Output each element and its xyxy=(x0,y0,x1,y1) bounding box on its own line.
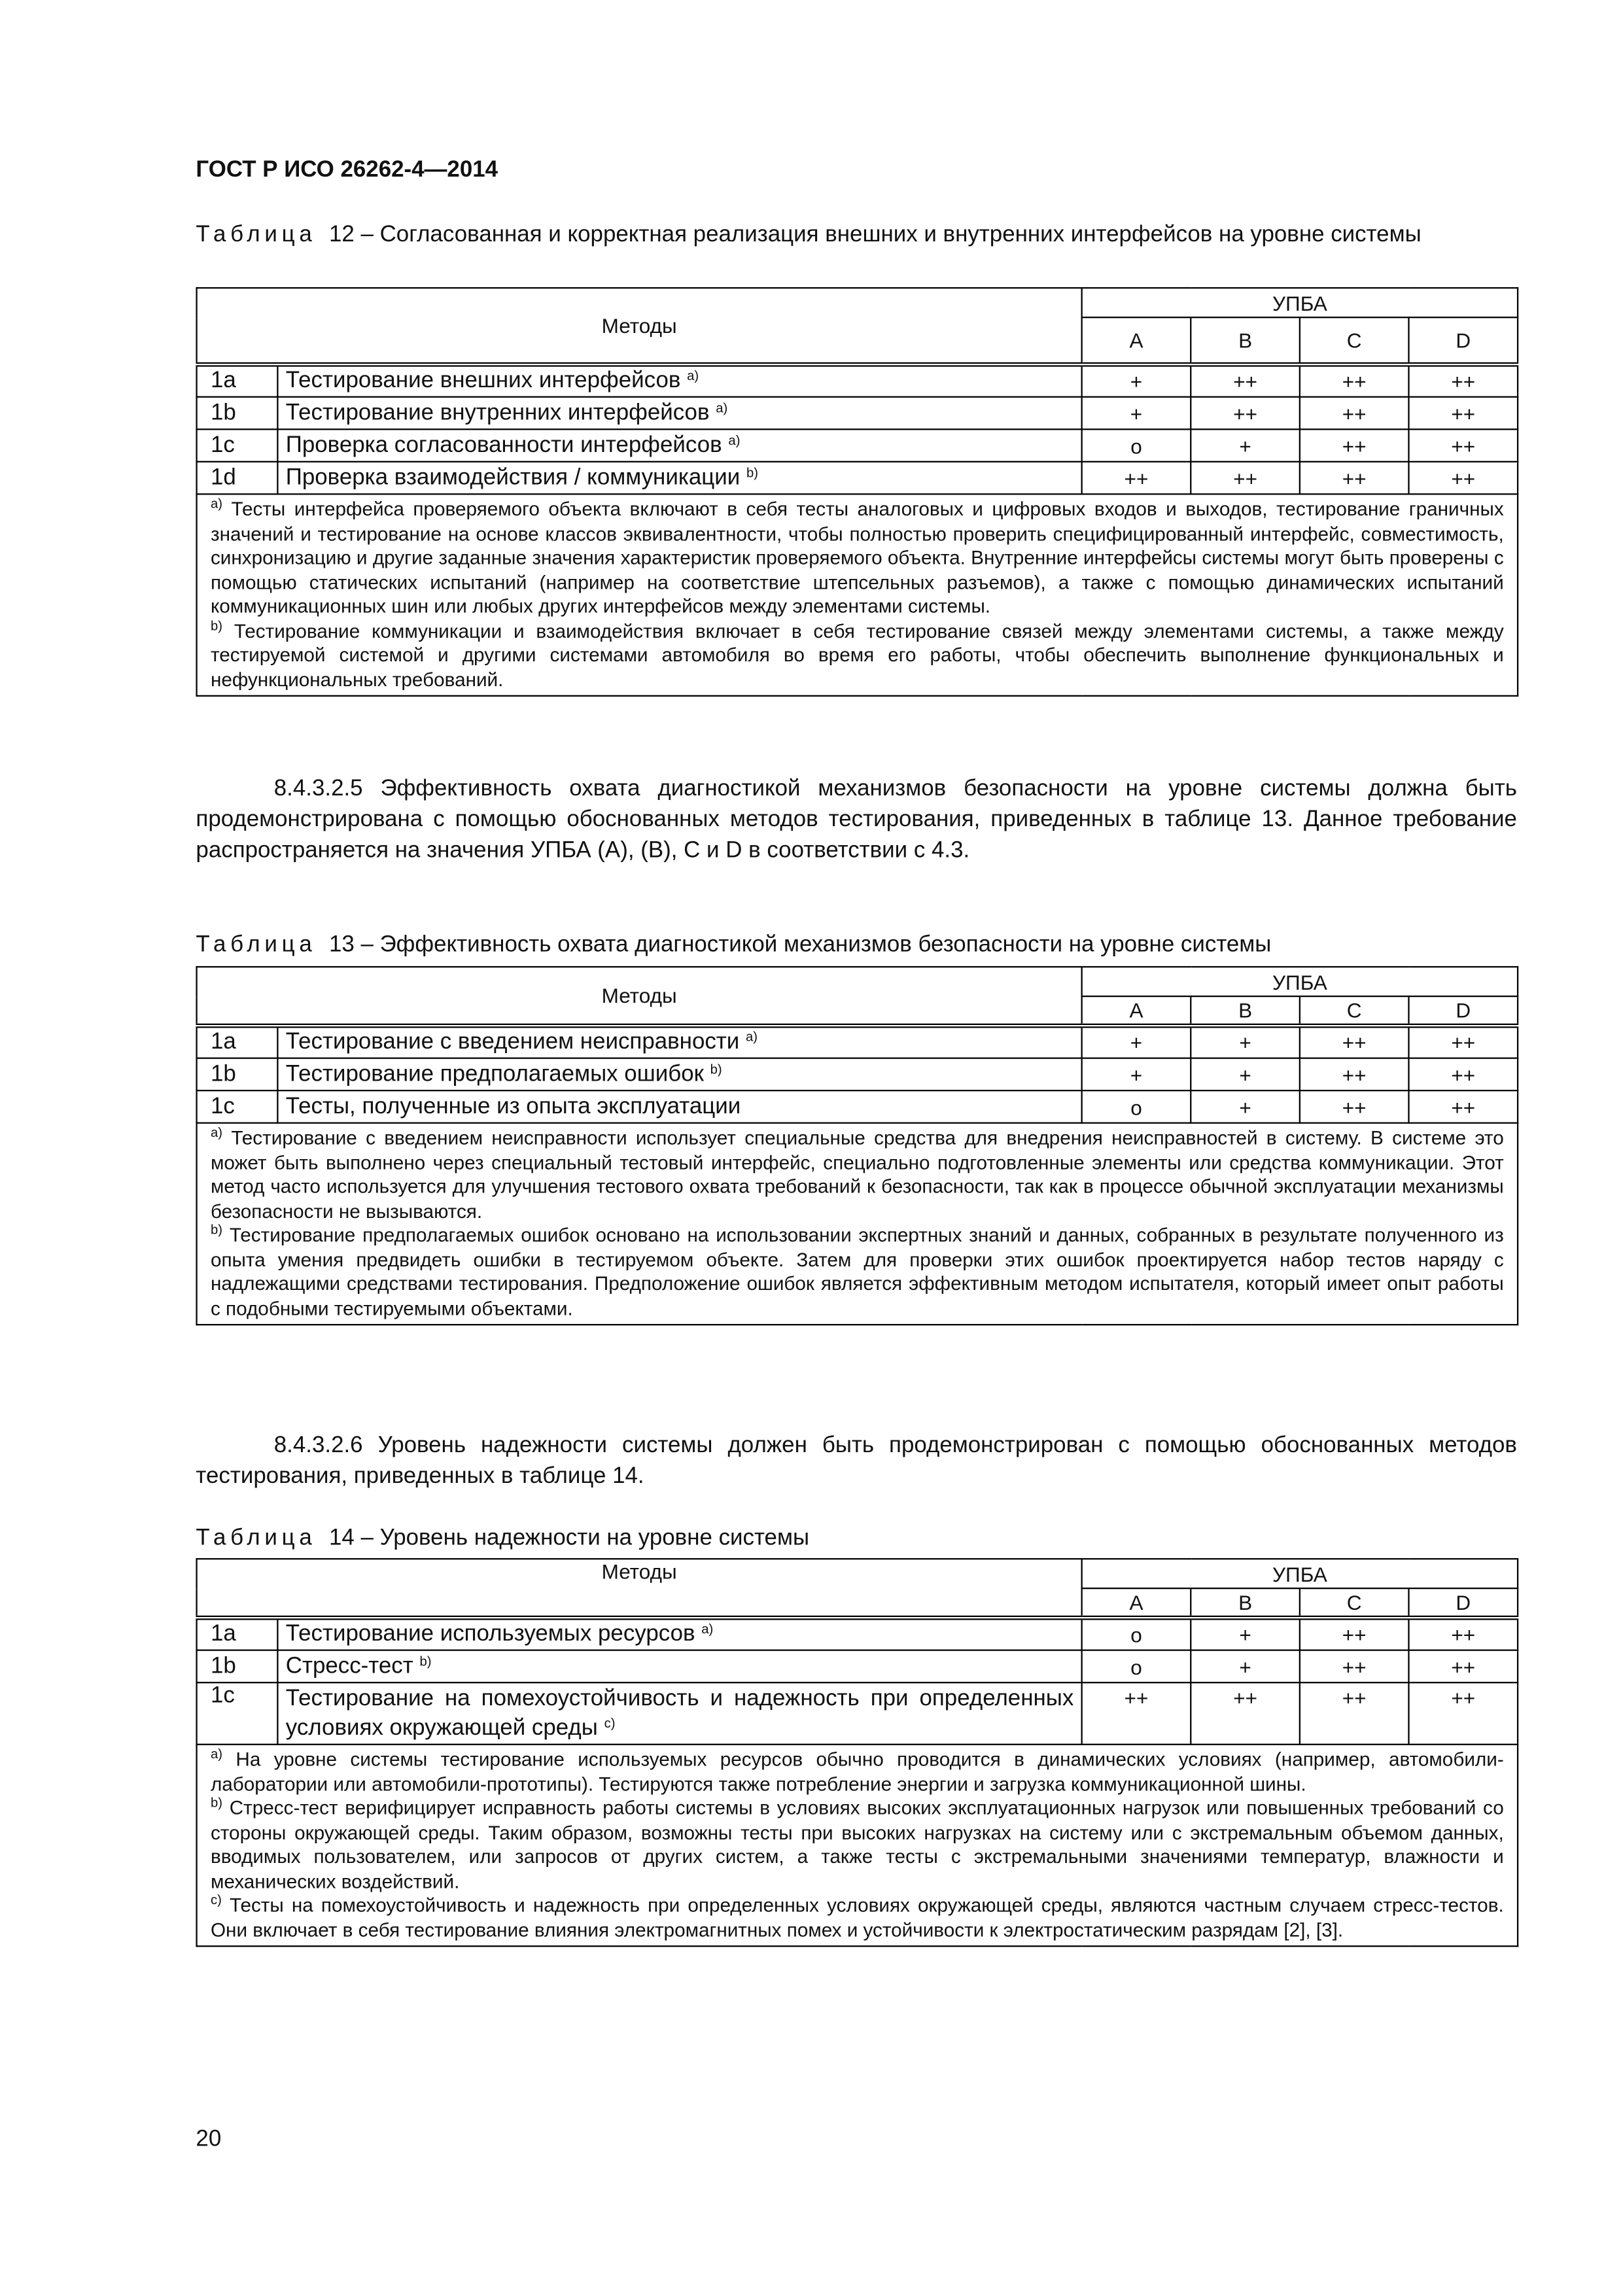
cell-b: ++ xyxy=(1191,1682,1300,1745)
cell-b: + xyxy=(1191,1026,1300,1058)
table13-col-c: C xyxy=(1300,996,1409,1026)
paragraph-number: 8.4.3.2.6 xyxy=(273,1433,363,1458)
cell-c: ++ xyxy=(1300,364,1409,397)
cell-b: + xyxy=(1191,1090,1300,1123)
table13-caption-text: 13 – Эффективность охвата диагностикой механизмов безопасности на уровне системы xyxy=(328,932,1272,958)
cell-c: ++ xyxy=(1300,1058,1409,1091)
row-id: 1b xyxy=(197,397,278,430)
table12-caption-text: 12 – Согласованная и корректная реализация внешних и внутренних интерфейсов на уровне системы xyxy=(328,222,1422,248)
footnote: $^{b)}$ Стресс-тест верифицирует исправность работы системы в условиях высоких эксплуатационных нагрузок или повышенных требований со стороны окружающей среды. Таким образом, возможны тесты при высоких нагрузках на систему или с экстремальным объемом данных, вводимых пользователем, или запросов от других систем, а также тесты с экстремальными значениями температур, влажности и механических воздействий. xyxy=(210,1795,1504,1892)
cell-b: + xyxy=(1191,1650,1300,1683)
footnote: $^{a)}$ Тестирование с введением неисправности использует специальные средства для внедрения неисправностей в систему. В системе это может быть выполнено через специальный тестовый интерфейс, специально подготовленные элементы или средства коммуникации. Этот метод часто используется для улучшения тестового охвата требований к безопасности, так как в процессе обычной эксплуатации механизмы безопасности не вызываются. xyxy=(210,1125,1504,1222)
cell-a: o xyxy=(1082,1650,1191,1683)
footnote: $^{c)}$ Тесты на помехоустойчивость и надежность при определенных условиях окружающей среды, являются частным случаем стресс-тестов. Они включает в себя тестирование влияния электромагнитных помех и устойчивости к электростатическим разрядам [2], [3]. xyxy=(210,1892,1504,1941)
cell-b: ++ xyxy=(1191,364,1300,397)
cell-c: ++ xyxy=(1300,1682,1409,1745)
row-method: Проверка согласованности интерфейсов $^{a)}$ xyxy=(277,429,1081,462)
cell-c: ++ xyxy=(1300,1618,1409,1650)
table-row xyxy=(197,397,1518,430)
row-footnote-ref: b) xyxy=(710,1061,722,1076)
table12-col-b: B xyxy=(1191,317,1300,364)
table12-footnotes xyxy=(197,494,1518,695)
row-footnote-ref: a) xyxy=(728,432,741,447)
table-row xyxy=(197,1682,1518,1745)
cell-c: ++ xyxy=(1300,462,1409,495)
table-row xyxy=(197,1090,1518,1123)
cell-c: ++ xyxy=(1300,1026,1409,1058)
row-method: Тесты, полученные из опыта эксплуатации xyxy=(277,1090,1081,1123)
footnote: $^{b)}$ Тестирование предполагаемых ошибок основано на использовании экспертных знаний и данных, собранных в результате полученного из опыта умения предвидеть ошибки в тестируемом объекте. Затем для проверки этих ошибок проектируется набор тестов наряду с надлежащими средствами тестирования. Предположение ошибок является эффективным методом испытателя, который имеет опыт работы с подобными тестируемыми объектами. xyxy=(210,1222,1504,1319)
table13-asil-header: УПБА xyxy=(1082,967,1518,996)
row-footnote-ref: c) xyxy=(604,1714,616,1730)
table12-caption xyxy=(196,221,1517,249)
cell-b: + xyxy=(1191,429,1300,462)
table14-col-c: C xyxy=(1300,1588,1409,1618)
row-id: 1a xyxy=(197,1026,278,1058)
row-id: 1c xyxy=(197,1682,278,1745)
table12-methods-header: Методы xyxy=(197,288,1082,364)
page-number: 20 xyxy=(196,2127,222,2152)
row-id: 1c xyxy=(197,1090,278,1123)
table13-col-a: A xyxy=(1082,996,1191,1026)
row-footnote-ref: a) xyxy=(701,1621,714,1637)
table12-col-c: C xyxy=(1300,317,1409,364)
cell-d: ++ xyxy=(1408,1650,1518,1683)
table14-footnotes xyxy=(197,1745,1518,1946)
table12-col-a: A xyxy=(1082,317,1191,364)
cell-d: ++ xyxy=(1408,1682,1518,1745)
table-row xyxy=(197,1026,1518,1058)
row-id: 1c xyxy=(197,429,278,462)
row-footnote-ref: b) xyxy=(746,464,759,479)
table13-methods-header: Методы xyxy=(197,967,1082,1026)
cell-d: ++ xyxy=(1408,1058,1518,1091)
row-method: Тестирование предполагаемых ошибок $^{b)}$ xyxy=(277,1058,1081,1091)
table14-col-a: A xyxy=(1082,1588,1191,1618)
paragraph-text: Уровень надежности системы должен быть продемонстрирован с помощью обоснованных методов тестирования, приведенных в таблице 14. xyxy=(196,1433,1517,1489)
table13-caption xyxy=(196,931,1517,959)
footnote: $^{a)}$ На уровне системы тестирование используемых ресурсов обычно проводится в динамических условиях (например, автомобили-лаборатории или автомобили-прототипы). Тестируются также потребление энергии и загрузка коммуникационной шины. xyxy=(210,1747,1504,1795)
row-id: 1a xyxy=(197,364,278,397)
cell-a: + xyxy=(1082,1026,1191,1058)
cell-d: ++ xyxy=(1408,397,1518,430)
table13-footnotes xyxy=(197,1123,1518,1325)
footnote: $^{b)}$ Тестирование коммуникации и взаимодействия включает в себя тестирование связей между элементами системы, а также между тестируемой системой и другими системами автомобиля во время его работы, чтобы обеспечить выполнение функциональных и нефункциональных требований. xyxy=(210,617,1504,690)
cell-a: ++ xyxy=(1082,462,1191,495)
row-id: 1a xyxy=(197,1618,278,1650)
table13-col-d: D xyxy=(1408,996,1518,1026)
table-row xyxy=(197,364,1518,397)
cell-b: + xyxy=(1191,1618,1300,1650)
row-id: 1d xyxy=(197,462,278,495)
table-row xyxy=(197,1650,1518,1683)
cell-b: ++ xyxy=(1191,462,1300,495)
row-method: Стресс-тест $^{b)}$ xyxy=(277,1650,1081,1683)
table-row xyxy=(197,1058,1518,1091)
row-id: 1b xyxy=(197,1650,278,1683)
table12-caption-prefix: Таблица xyxy=(196,222,317,248)
table12-col-d: D xyxy=(1408,317,1518,364)
cell-b: + xyxy=(1191,1058,1300,1091)
cell-c: ++ xyxy=(1300,397,1409,430)
paragraph-number: 8.4.3.2.5 xyxy=(273,776,363,801)
row-method: Тестирование внутренних интерфейсов $^{a)}$ xyxy=(277,397,1081,430)
table14-col-b: B xyxy=(1191,1588,1300,1618)
table14-col-d: D xyxy=(1408,1588,1518,1618)
row-footnote-ref: a) xyxy=(746,1029,758,1045)
cell-d: ++ xyxy=(1408,1090,1518,1123)
table12-asil-header: УПБА xyxy=(1082,288,1518,317)
cell-c: ++ xyxy=(1300,429,1409,462)
cell-a: ++ xyxy=(1082,1682,1191,1745)
cell-d: ++ xyxy=(1408,364,1518,397)
footnote: $^{a)}$ Тесты интерфейса проверяемого объекта включают в себя тесты аналоговых и цифровых входов и выходов, тестирование граничных значений и тестирование на основе классов эквивалентности, чтобы полностью проверить специфицированный интерфейс, совместимость, синхронизацию и другие заданные значения характеристик проверяемого объекта. Внутренние интерфейсы системы могут быть проверены с помощью статических испытаний (например на соответствие штепсельных разъемов), а также с помощью динамических испытаний коммуникационных шин или любых других интерфейсов между элементами системы. xyxy=(210,496,1504,617)
row-footnote-ref: a) xyxy=(716,400,728,415)
cell-d: ++ xyxy=(1408,1618,1518,1650)
cell-a: + xyxy=(1082,364,1191,397)
row-method: Тестирование используемых ресурсов $^{a)}$ xyxy=(277,1618,1081,1650)
cell-b: ++ xyxy=(1191,397,1300,430)
paragraph-8-4-3-2-6 xyxy=(196,1430,1517,1492)
table12 xyxy=(196,287,1518,697)
row-footnote-ref: b) xyxy=(419,1653,432,1668)
table14-methods-header: Методы xyxy=(197,1559,1082,1618)
table-row xyxy=(197,429,1518,462)
row-method: Тестирование внешних интерфейсов $^{a)}$ xyxy=(277,364,1081,397)
document-header: ГОСТ Р ИСО 26262-4—2014 xyxy=(196,157,498,183)
row-method: Проверка взаимодействия / коммуникации $^{b)}$ xyxy=(277,462,1081,495)
row-footnote-ref: a) xyxy=(687,368,699,383)
cell-d: ++ xyxy=(1408,462,1518,495)
table14 xyxy=(196,1558,1518,1947)
cell-c: ++ xyxy=(1300,1090,1409,1123)
table-row xyxy=(197,462,1518,495)
cell-a: o xyxy=(1082,1090,1191,1123)
row-method: Тестирование на помехоустойчивость и надежность при определенных условиях окружающей среды $^{c)}$ xyxy=(277,1682,1081,1745)
paragraph-text: Эффективность охвата диагностикой механизмов безопасности на уровне системы должна быть продемонстрирована с помощью обоснованных методов тестирования, приведенных в таблице 13. Данное требование распространяется на значения УПБА (А), (В), С и D в соответствии с 4.3. xyxy=(196,776,1517,863)
cell-d: ++ xyxy=(1408,429,1518,462)
table14-caption xyxy=(196,1524,1517,1552)
table13-col-b: B xyxy=(1191,996,1300,1026)
table14-caption-text: 14 – Уровень надежности на уровне системы xyxy=(328,1525,810,1551)
table-row xyxy=(197,1618,1518,1650)
cell-d: ++ xyxy=(1408,1026,1518,1058)
cell-a: o xyxy=(1082,1618,1191,1650)
cell-a: + xyxy=(1082,397,1191,430)
table13-caption-prefix: Таблица xyxy=(196,932,317,958)
cell-a: o xyxy=(1082,429,1191,462)
table14-asil-header: УПБА xyxy=(1082,1559,1518,1588)
table14-caption-prefix: Таблица xyxy=(196,1525,317,1551)
table13 xyxy=(196,966,1518,1325)
paragraph-8-4-3-2-5 xyxy=(196,773,1517,866)
row-method: Тестирование с введением неисправности $^{a)}$ xyxy=(277,1026,1081,1058)
cell-c: ++ xyxy=(1300,1650,1409,1683)
cell-a: + xyxy=(1082,1058,1191,1091)
row-id: 1b xyxy=(197,1058,278,1091)
